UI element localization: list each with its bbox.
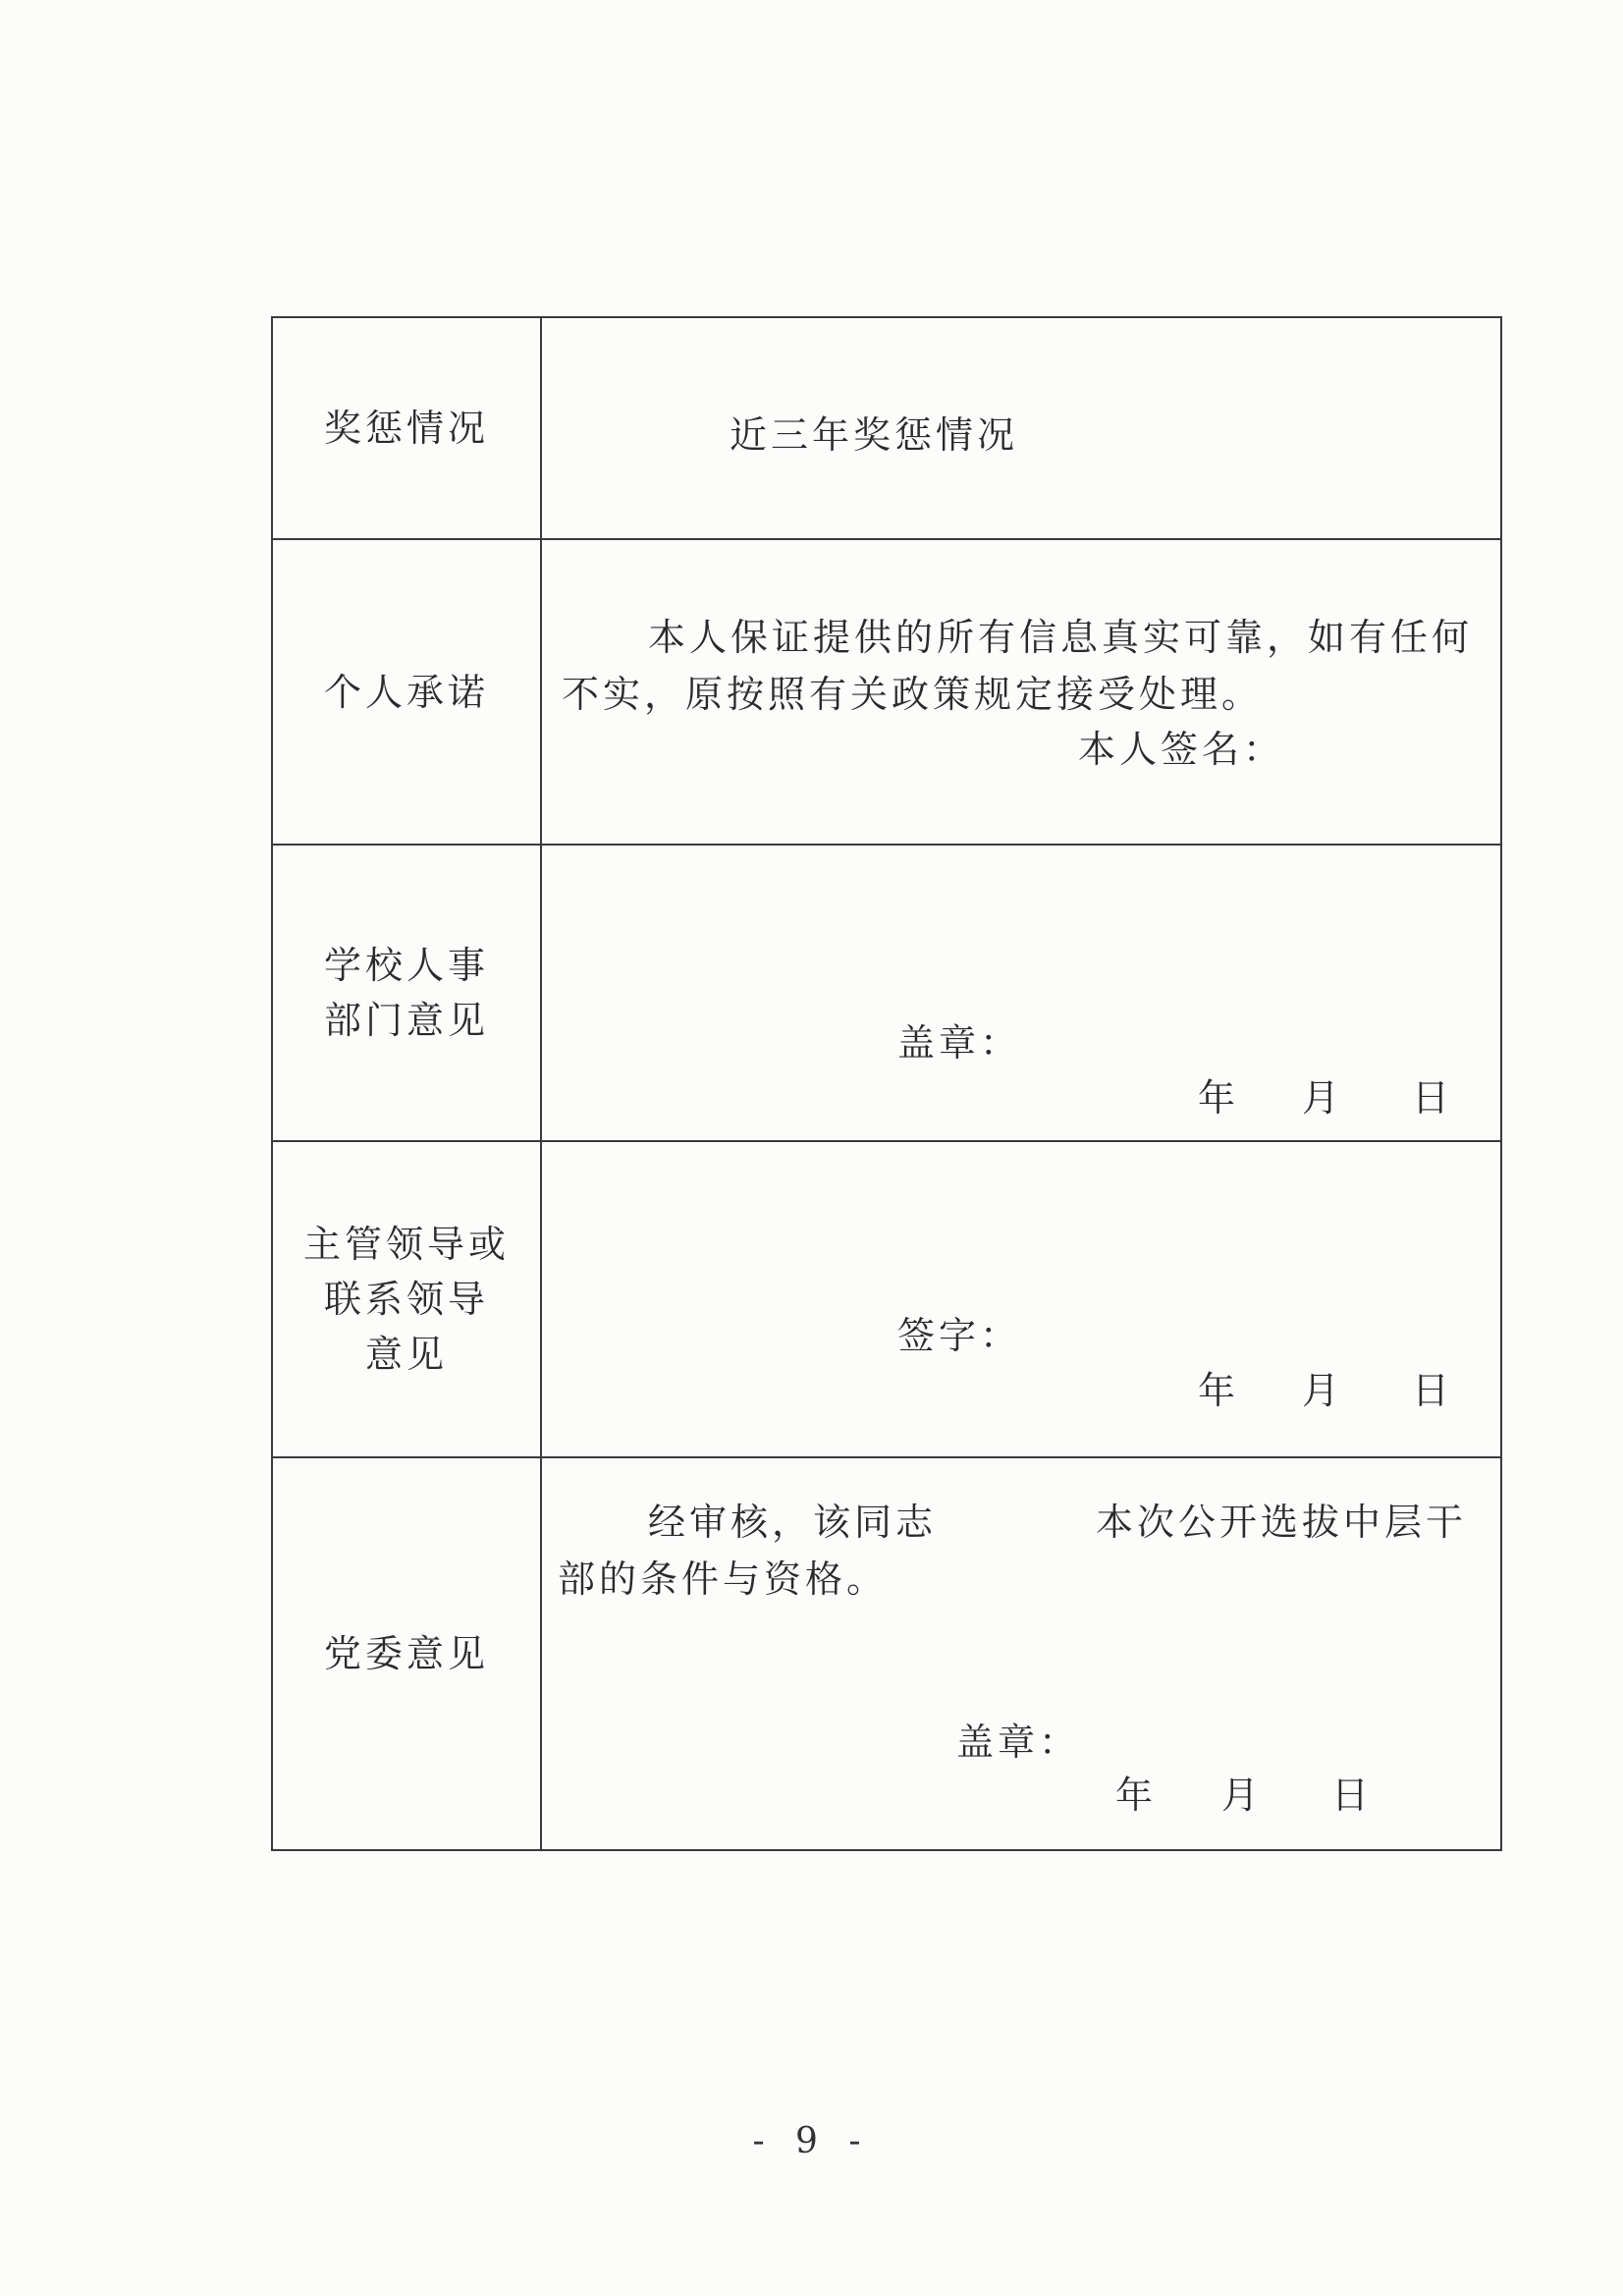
hr-month-label: 月 (1302, 1076, 1344, 1120)
party-text-line2: 部的条件与资格。 (558, 1558, 889, 1601)
party-day-label: 日 (1331, 1774, 1374, 1817)
hr-label-line1: 学校人事 (323, 944, 489, 987)
leader-opinion-row (272, 1141, 1501, 1457)
hr-year-label: 年 (1198, 1076, 1240, 1120)
leader-content-cell[interactable] (541, 1141, 1501, 1457)
pledge-label-cell (272, 539, 541, 845)
pledge-row (272, 539, 1501, 845)
awards-label: 奖惩情况 (323, 407, 489, 450)
hr-label-cell (272, 845, 541, 1141)
pledge-label: 个人承诺 (323, 670, 489, 714)
pledge-signature-label: 本人签名： (1078, 728, 1285, 771)
party-opinion-row (272, 1457, 1501, 1850)
awards-content-cell[interactable] (541, 317, 1501, 539)
party-text-line1-part2: 本次公开选拔中层干 (1096, 1501, 1468, 1544)
leader-label-line3: 意见 (364, 1333, 448, 1376)
leader-month-label: 月 (1302, 1369, 1344, 1412)
party-label-cell (272, 1457, 541, 1850)
hr-label-line2: 部门意见 (323, 999, 489, 1042)
pledge-text-line2: 不实，原按照有关政策规定接受处理。 (562, 673, 1264, 716)
awards-content-heading: 近三年奖惩情况 (729, 413, 1019, 457)
party-content-cell[interactable] (541, 1457, 1501, 1850)
leader-label-cell (272, 1141, 541, 1457)
leader-sign-label: 签字： (897, 1314, 1022, 1357)
leader-year-label: 年 (1198, 1369, 1240, 1412)
party-text-line1-part1: 经审核，该同志 (648, 1501, 938, 1544)
application-form-table (271, 316, 1502, 1851)
awards-label-cell (272, 317, 541, 539)
pledge-text-line1: 本人保证提供的所有信息真实可靠，如有任何 (648, 616, 1474, 659)
leader-label-line2: 联系领导 (323, 1278, 489, 1321)
hr-day-label: 日 (1412, 1076, 1454, 1120)
leader-day-label: 日 (1412, 1369, 1454, 1412)
party-label: 党委意见 (323, 1632, 489, 1675)
hr-opinion-row (272, 845, 1501, 1141)
pledge-content-cell[interactable] (541, 539, 1501, 845)
awards-row (272, 317, 1501, 539)
hr-content-cell[interactable] (541, 845, 1501, 1141)
leader-label-line1: 主管领导或 (302, 1223, 510, 1266)
page-number: - 9 - (752, 2121, 871, 2161)
party-year-label: 年 (1115, 1774, 1158, 1817)
party-seal-label: 盖章： (956, 1721, 1081, 1764)
hr-seal-label: 盖章： (897, 1021, 1022, 1065)
party-month-label: 月 (1221, 1774, 1264, 1817)
